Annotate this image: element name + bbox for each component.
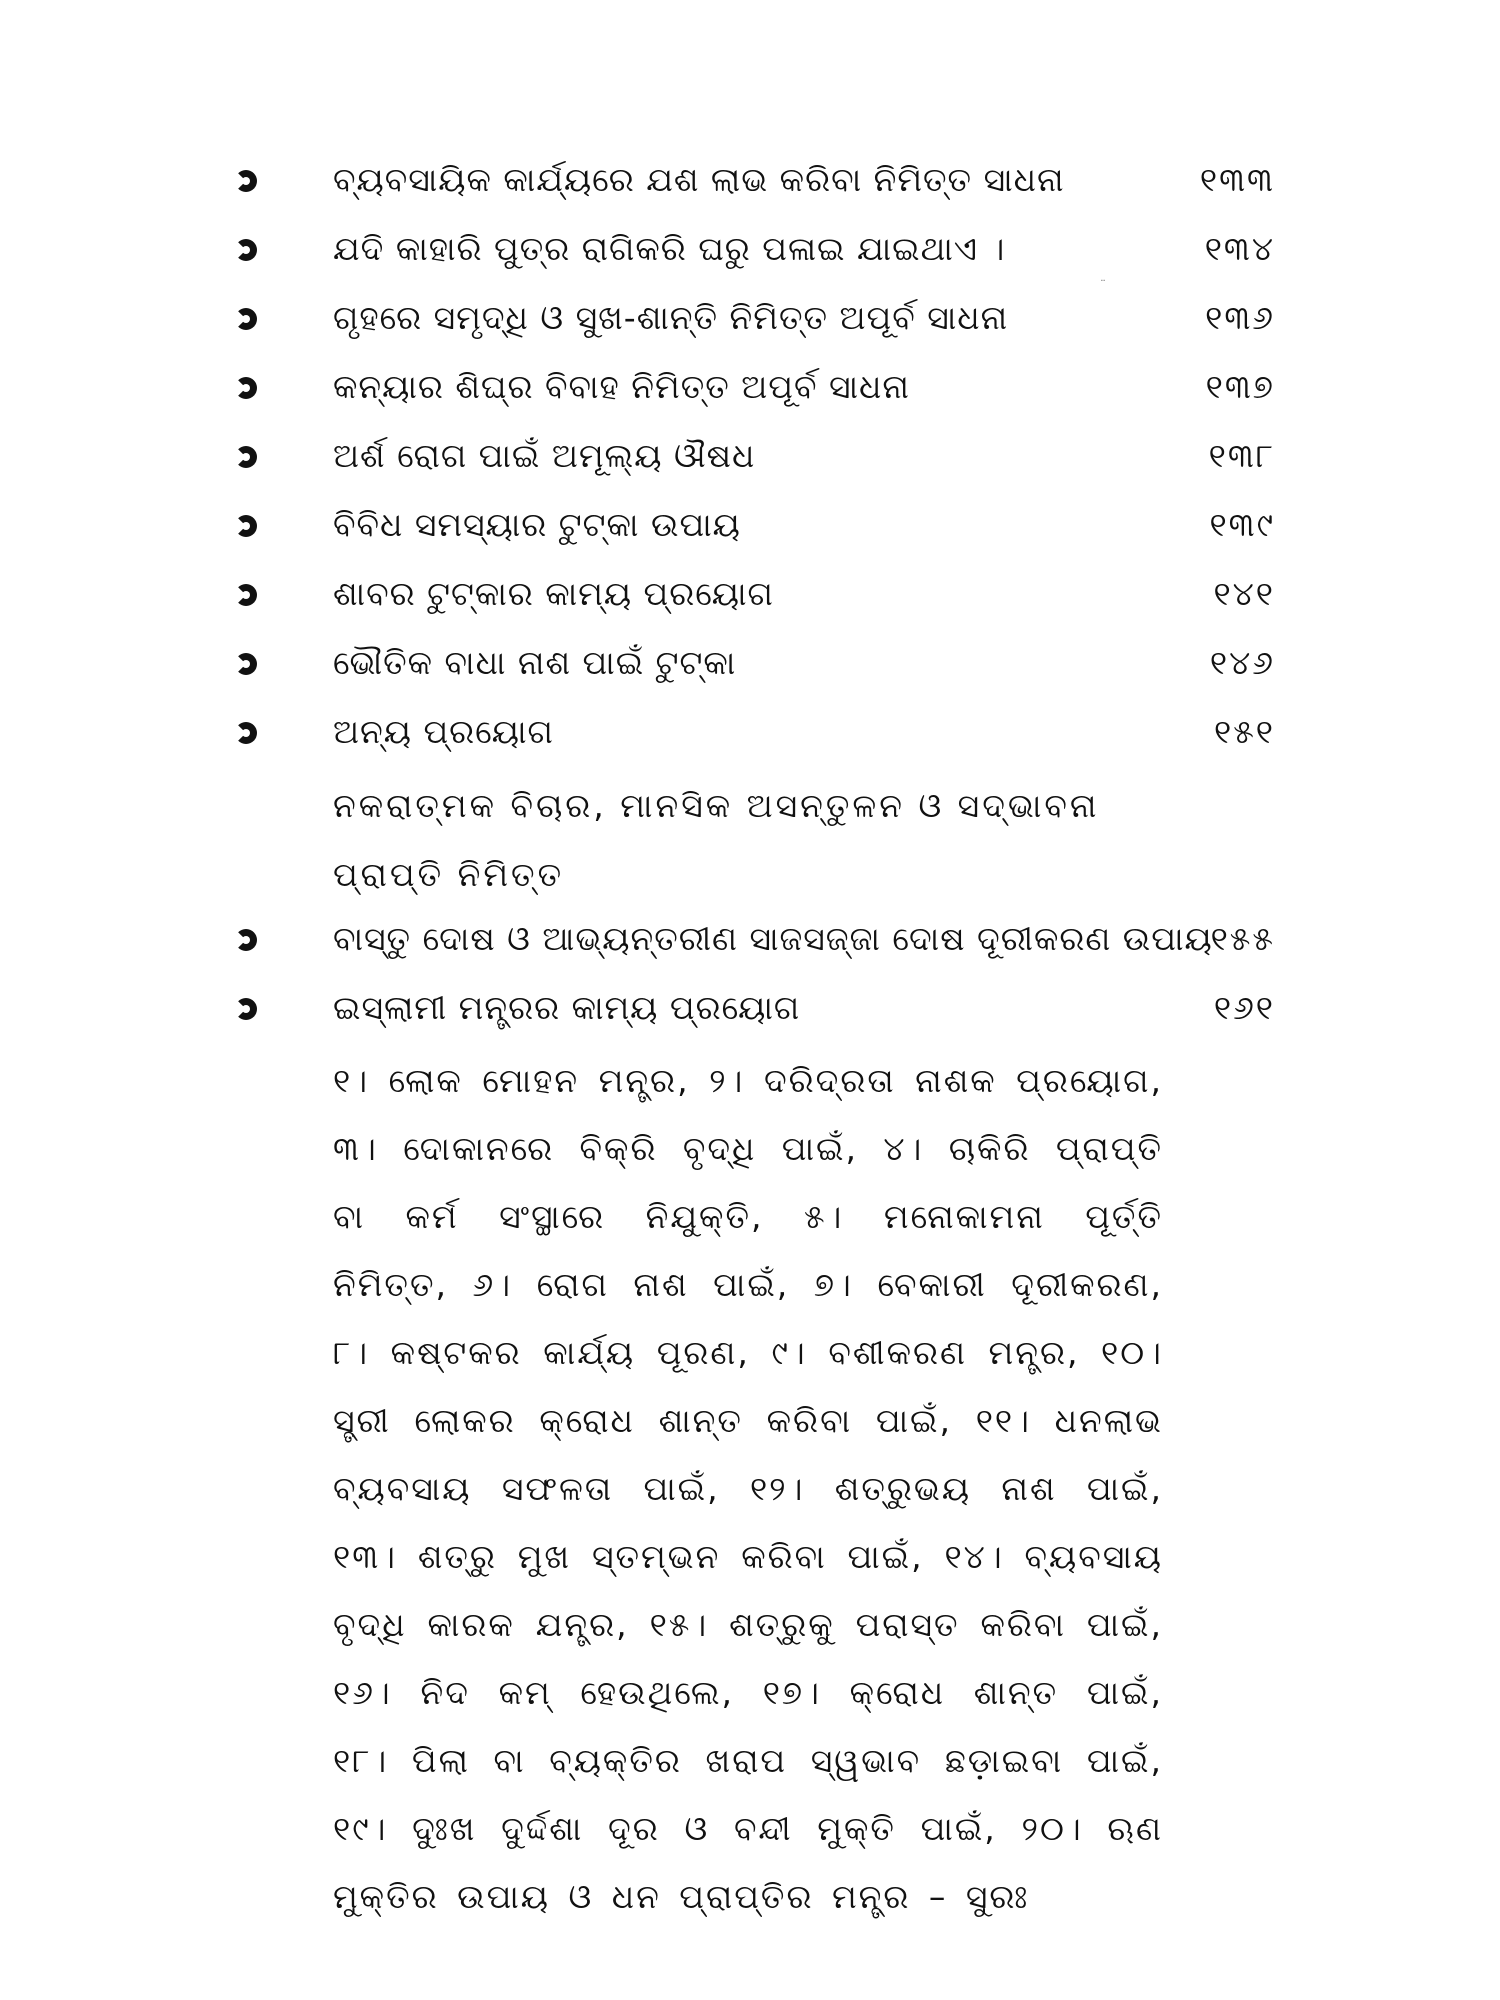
toc-entry-page: ୧୪୬ (1209, 643, 1275, 682)
bullet-icon (235, 929, 257, 951)
toc-entry-title: ଅର୍ଶ ରୋଗ ପାଇଁ ଅମୂଲ୍ୟ ଔଷଧ (333, 436, 756, 475)
toc-entry (235, 219, 1275, 288)
toc-entry-title: ଭୌତିକ ବାଧା ନାଶ ପାଇଁ ଟୁଟ୍‌କା (333, 643, 737, 682)
toc-entry-page: ୧୬୧ (1213, 988, 1275, 1027)
toc-entry (235, 288, 1275, 357)
toc-entry (235, 357, 1275, 426)
toc-entry-page: ୧୩୪ (1204, 229, 1275, 268)
toc-entry-page: ୧୩୮ (1208, 436, 1275, 475)
toc-entry-title: ଅନ୍ୟ ପ୍ରୟୋଗ (333, 712, 554, 751)
bullet-icon (235, 653, 257, 675)
bullet-icon (235, 584, 257, 606)
toc-entry (235, 150, 1275, 219)
bullet-icon (235, 239, 257, 261)
toc-entry-page: ୧୩୩ (1199, 160, 1275, 199)
toc-entry-page: ୧୩୭ (1205, 367, 1275, 406)
toc-entry-title: ଶାବର ଟୁଟ୍‌କାର କାମ୍ୟ ପ୍ରୟୋଗ (333, 574, 774, 613)
toc-entry (235, 909, 1275, 978)
toc-entry (235, 495, 1275, 564)
bullet-icon (235, 170, 257, 192)
bullet-icon (235, 446, 257, 468)
toc-entry (235, 633, 1275, 702)
toc-entry (235, 702, 1275, 771)
toc-entry-title: ଗୃହରେ ସମୃଦ୍ଧି ଓ ସୁଖ-ଶାନ୍ତି ନିମିତ୍ତ ଅପୂର୍ବ ସାଧନା (333, 298, 1009, 337)
toc-entry-page: ୧୩୬ (1205, 298, 1275, 337)
toc-entry-page: ୧୫୧ (1214, 712, 1275, 751)
bullet-icon (235, 377, 257, 399)
toc-entry (235, 426, 1275, 495)
bullet-icon (235, 998, 257, 1020)
toc-entry-title: ଇସ୍‌ଲାମୀ ମନ୍ତ୍ରର କାମ୍ୟ ପ୍ରୟୋଗ (333, 988, 801, 1027)
toc-entry (235, 978, 1275, 1047)
bullet-icon (235, 515, 257, 537)
toc-sub-items-paragraph: ୧। ଲୋକ ମୋହନ ମନ୍ତ୍ର, ୨। ଦରିଦ୍ରତା ନାଶକ ପ୍ରୟୋଗ, ୩। ଦୋକାନରେ ବିକ୍ରି ବୃଦ୍ଧି ପାଇଁ, ୪। ଚାକିରି ପ୍ରାପ୍ତି ବା କର୍ମ ସଂସ୍ଥାରେ ନିଯୁକ୍ତି, ୫। ମନୋକାମନା ପୂର୍ତ୍ତି ନିମିତ୍ତ, ୬। ରୋଗ ନାଶ ପାଇଁ, ୭। ବେକାରୀ ଦୂରୀକରଣ, ୮। କଷ୍ଟକର କାର୍ଯ୍ୟ ପୂରଣ, ୯। ବଶୀକରଣ ମନ୍ତ୍ର, ୧୦। ସ୍ତ୍ରୀ ଲୋକର କ୍ରୋଧ ଶାନ୍ତ କରିବା ପାଇଁ, ୧୧। ଧନଲାଭ ବ୍ୟବସାୟ ସଫଳତା ପାଇଁ, ୧୨। ଶତ୍ରୁଭୟ ନାଶ ପାଇଁ, ୧୩। ଶତ୍ରୁ ମୁଖ ସ୍ତମ୍ଭନ କରିବା ପାଇଁ, ୧୪। ବ୍ୟବସାୟ ବୃଦ୍ଧି କାରକ ଯନ୍ତ୍ର, ୧୫। ଶତ୍ରୁକୁ ପରାସ୍ତ କରିବା ପାଇଁ, ୧୬। ନିଦ କମ୍ ହେଉଥିଲେ, ୧୭। କ୍ରୋଧ ଶାନ୍ତ ପାଇଁ, ୧୮। ପିଲା ବା ବ୍ୟକ୍ତିର ଖରାପ ସ୍ୱଭାବ ଛଡ଼ାଇବା ପାଇଁ, ୧୯। ଦୁଃଖ ଦୁର୍ଦ୍ଦଶା ଦୂର ଓ ବନ୍ଦୀ ମୁକ୍ତି ପାଇଁ, ୨୦। ଋଣ ମୁକ୍ତିର ଉପାୟ ଓ ଧନ ପ୍ରାପ୍ତିର ମନ୍ତ୍ର – ସୁରଃ (333, 1061, 1163, 1916)
toc-entry-title: ବାସ୍ତୁ ଦୋଷ ଓ ଆଭ୍ୟନ୍ତରୀଣ ସାଜସଜ୍ଜା ଦୋଷ ଦୂରୀକରଣ ଉପାୟ (333, 919, 1213, 958)
toc-sub-line: ପ୍ରାପ୍ତି ନିମିତ୍ତ (333, 855, 565, 894)
toc-entry-title: ଯଦି କାହାରି ପୁତ୍ର ରାଗିକରି ଘରୁ ପଳାଇ ଯାଇଥାଏ । (333, 229, 1006, 268)
bullet-icon (235, 722, 257, 744)
toc-entry-title: କନ୍ୟାର ଶିଘ୍ର ବିବାହ ନିମିତ୍ତ ଅପୂର୍ବ ସାଧନା (333, 367, 910, 406)
toc-entry-title: ବିବିଧ ସମସ୍ୟାର ଟୁଟ୍‌କା ଉପାୟ (333, 505, 741, 544)
table-of-contents (235, 150, 1275, 1931)
bullet-icon (235, 308, 257, 330)
toc-sub-line: ନକରାତ୍ମକ ବିଚାର, ମାନସିକ ଅସନ୍ତୁଳନ ଓ ସଦ୍‌ଭାବନା (333, 786, 1100, 825)
print-speck: ¨ (1100, 278, 1106, 292)
toc-entry (235, 564, 1275, 633)
toc-entry-page: ୧୩୯ (1209, 505, 1275, 544)
toc-entry-title: ବ୍ୟବସାୟିକ କାର୍ଯ୍ୟରେ ଯଶ ଲାଭ କରିବା ନିମିତ୍ତ ସାଧନା (333, 160, 1065, 199)
toc-entry-page: ୧୫୫ (1210, 919, 1275, 958)
toc-entry-page: ୧୪୧ (1213, 574, 1275, 613)
